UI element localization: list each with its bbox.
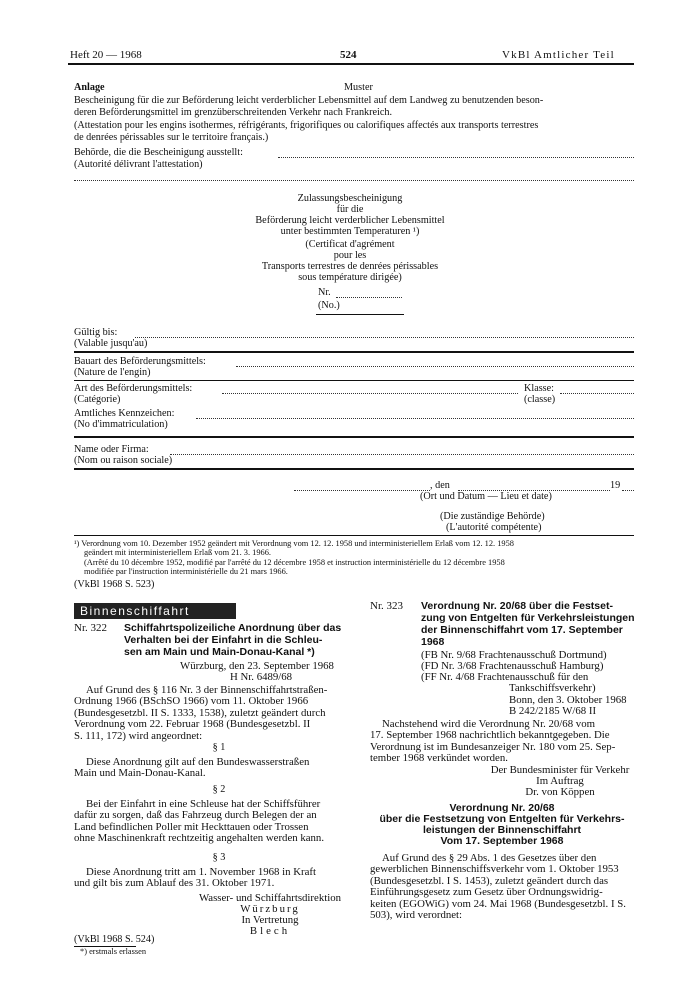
footnote-1a: ¹) Verordnung vom 10. Dezember 1952 geändert mit Verordnung vom 12. 12. 1958 und interministeriellem Erlaß vom 12. 12. 1958 (74, 539, 514, 548)
nr-322-place: Würzburg, den 23. September 1968 (180, 660, 334, 672)
classe-label: (classe) (524, 394, 556, 405)
bauart-label: Bauart des Beförderungsmittels: (74, 356, 206, 367)
cert-title-6: pour les (333, 250, 367, 261)
nr-322-ref: (VkBl 1968 S. 524) (74, 934, 155, 945)
categorie-label: (Catégorie) (74, 394, 121, 405)
verordnung-heading-3: leistungen der Binnenschiffahrt (422, 824, 582, 836)
nr-323-title-4: 1968 (421, 636, 445, 648)
nr-322-title-1: Schiffahrtspolizeiliche Anordnung über das (124, 622, 342, 634)
name-label: Name oder Firma: (74, 444, 149, 455)
paragraph-line: dafür zu sorgen, daß das Fahrzeug durch Belegen der an (74, 809, 317, 822)
gueltig-field[interactable] (135, 337, 634, 338)
muster-label: Muster (344, 82, 373, 93)
cert-title-8: sous température dirigée) (298, 272, 402, 283)
verordnung-heading-4: Vom 17. September 1968 (440, 835, 564, 847)
cert-nr-label: Nr. (318, 287, 331, 298)
year-field[interactable] (622, 490, 634, 491)
cert-title-1: Zulassungsbescheinigung (297, 193, 403, 204)
paragraph-line: keiten (EGOWiG) vom 24. Mai 1968 (Bundesgesetzbl. I S. (370, 897, 626, 910)
paragraph-line: S. 111, 172) wird angeordnet: (74, 729, 203, 742)
nr-322-title-2: Verhalten bei der Einfahrt in die Schleu- (124, 634, 323, 646)
nr-323-title-2: zung von Entgelten für Verkehrsleistungen (421, 612, 635, 624)
nr-322-hnr: H Nr. 6489/68 (230, 671, 293, 683)
paragraph-line: 503), wird verordnet: (370, 909, 463, 921)
signature-authority: Wasser- und Schiffahrtsdirektion (198, 892, 342, 904)
klasse-label: Klasse: (524, 383, 554, 394)
den-label: , den (430, 480, 450, 491)
footnote-1b: geändert mit interministeriellem Erlaß vom 21. 3. 1966. (84, 548, 271, 557)
nr-322-title-3: sen am Main und Main-Donau-Kanal *) (124, 646, 315, 658)
form-rule-4 (74, 468, 634, 470)
minister-signature-1: Der Bundesminister für Verkehr (490, 764, 630, 776)
paragraph-line: Bei der Einfahrt in eine Schleuse hat der Schiffsführer (86, 798, 321, 810)
nr-322: Nr. 322 (74, 622, 107, 634)
paragraph-line: Auf Grund des § 116 Nr. 3 der Binnenschiffahrtstraßen- (86, 684, 328, 696)
autorite-sign-label: (L'autorité compétente) (446, 522, 542, 533)
paragraph-line: Einführungsgesetz zum Gesetz über Ordnungswidrig- (370, 886, 603, 899)
kennzeichen-label: Amtliches Kennzeichen: (74, 408, 175, 419)
paragraph-line: Diese Anordnung gilt auf den Bundeswasserstraßen (86, 756, 310, 768)
autorite-label: (Autorité délivrant l'attestation) (74, 159, 203, 170)
fb-line-1: (FB Nr. 9/68 Frachtenausschuß Dortmund) (421, 649, 607, 661)
paragraph-line: tember 1968 verkündet worden. (370, 752, 508, 765)
immatriculation-label: (No d'immatriculation) (74, 419, 168, 430)
section-2: § 2 (212, 784, 226, 795)
bauart-field[interactable] (236, 366, 634, 367)
cert-title-7: Transports terrestres de denrées périssables (261, 261, 439, 272)
nr-323-title-1: Verordnung Nr. 20/68 über die Festset- (421, 600, 613, 612)
behoerde-sign-label: (Die zuständige Behörde) (440, 511, 545, 522)
nature-label: (Nature de l'engin) (74, 367, 151, 378)
minister-signature-3: Dr. von Köppen (525, 786, 595, 798)
cert-title-3: Beförderung leicht verderblicher Lebensmittel (255, 215, 445, 226)
valable-label: (Valable jusqu'au) (74, 338, 148, 349)
form-rule-2 (74, 380, 634, 381)
paragraph-line: und gilt bis zum Ablauf des 31. Oktober 1971. (74, 877, 275, 890)
behoerde-field[interactable] (278, 157, 634, 158)
paragraph-line: Verordnung ist im Bundesanzeiger Nr. 180 vom 25. Sep- (370, 740, 616, 753)
header-rule (68, 63, 634, 65)
cert-nr-rule (316, 314, 404, 315)
intro-line-2: deren Beförderungsmittel im grenzüberschreitenden Verkehr nach Frankreich. (74, 107, 393, 118)
year-label: 19 (610, 480, 621, 491)
form-rule-3 (74, 436, 634, 438)
intro-line-1: Bescheinigung für die zur Beförderung leicht verderblicher Lebensmittel auf dem Landweg zu benutzenden beson- (74, 95, 544, 106)
verordnung-heading-1: Verordnung Nr. 20/68 (449, 802, 555, 814)
verordnung-heading-2: über die Festsetzung von Entgelten für Verkehrs- (379, 813, 625, 825)
paragraph-line: Verordnung vom 22. Februar 1968 (Bundesgesetzbl. II (74, 718, 311, 731)
issue-number: Heft 20 — 1968 (70, 49, 142, 61)
footnote-ref: (VkBl 1968 S. 523) (74, 579, 155, 590)
cert-title-5: (Certificat d'agrément (305, 239, 395, 250)
paragraph-line: 17. September 1968 nachrichtlich bekanntgegeben. Die (370, 729, 610, 742)
paragraph-line: (Bundesgesetzbl. II S. 1333, 1538), zuletzt geändert durch (74, 706, 326, 719)
ort-field[interactable] (294, 490, 430, 491)
section-heading: Binnenschiffahrt (74, 603, 236, 619)
gueltig-label: Gültig bis: (74, 327, 118, 338)
ort-datum-label: (Ort und Datum — Lieu et date) (420, 491, 552, 502)
page-number: 524 (340, 49, 357, 61)
paragraph-line: gewerblichen Binnenschiffsverkehr vom 1. Oktober 1953 (370, 863, 619, 876)
form-rule-1 (74, 351, 634, 353)
art-label: Art des Beförderungsmittels: (74, 383, 193, 394)
nom-label: (Nom ou raison sociale) (74, 455, 173, 466)
footnote-rule (74, 535, 634, 536)
fb-line-4: Tankschiffsverkehr) (509, 682, 596, 694)
nr-323-title-3: der Binnenschiffahrt vom 17. September (421, 624, 623, 636)
paragraph-line: Main und Main-Donau-Kanal. (74, 767, 206, 780)
nr-322-footnote: *) erstmals erlassen (80, 947, 147, 956)
journal-title: VkBl Amtlicher Teil (502, 49, 615, 61)
paragraph-line: Ordnung 1966 (BSchSO 1966) vom 11. Oktober 1966 (74, 695, 309, 708)
anlage-label: Anlage (74, 82, 105, 93)
kennzeichen-field[interactable] (196, 418, 634, 419)
signature-name: Blech (249, 925, 291, 937)
name-field[interactable] (170, 454, 634, 455)
signature-city: Würzburg (240, 903, 300, 915)
footnote-2a: (Arrêté du 10 décembre 1952, modifié par l'arrêté du 12 décembre 1958 et instruction interministérielle du 12 décembre 1958 (84, 558, 505, 567)
paragraph-line: ohne Maschinenkraft rechtzeitig angehalten werden kann. (74, 832, 325, 845)
cert-title-2: für die (336, 204, 364, 215)
cert-nr-field[interactable] (336, 297, 402, 298)
paragraph-line: Nachstehend wird die Verordnung Nr. 20/68 vom (382, 718, 596, 730)
intro-line-4: de denrées périssables sur le territoire français.) (74, 132, 269, 143)
nr-323-place: Bonn, den 3. Oktober 1968 (509, 694, 627, 706)
cert-title-4: unter bestimmten Temperaturen ¹) (280, 226, 420, 237)
minister-signature-2: Im Auftrag (536, 775, 584, 787)
nr-323-ref: B 242/2185 W/68 II (509, 705, 597, 717)
section-1: § 1 (212, 742, 226, 753)
klasse-field[interactable] (560, 393, 634, 394)
paragraph-line: Land befindlichen Poller mit Heckttauen oder Trossen (74, 820, 309, 833)
cert-no-label: (No.) (318, 300, 340, 311)
art-field[interactable] (222, 393, 518, 394)
behoerde-field-2[interactable] (74, 180, 634, 181)
intro-line-3: (Attestation pour les engins isothermes, réfrigérants, frigorifiques ou calorifiques affectés aux transports terrestres (74, 120, 539, 131)
paragraph-line: (Bundesgesetzbl. I S. 1453), zuletzt geändert durch das (370, 874, 609, 887)
footnote-2b: modifiée par l'instruction interministérielle du 21 mars 1966. (84, 567, 288, 576)
paragraph-line: Diese Anordnung tritt am 1. November 1968 in Kraft (86, 866, 316, 878)
signature-vertretung: In Vertretung (241, 914, 299, 926)
fb-line-3: (FF Nr. 4/68 Frachtenausschuß für den (421, 671, 589, 683)
paragraph-line: Auf Grund des § 29 Abs. 1 des Gesetzes über den (382, 852, 597, 864)
section-3: § 3 (212, 852, 226, 863)
fb-line-2: (FD Nr. 3/68 Frachtenausschuß Hamburg) (421, 660, 604, 672)
behoerde-label: Behörde, die die Bescheinigung ausstellt: (74, 147, 243, 158)
nr-323: Nr. 323 (370, 600, 403, 612)
